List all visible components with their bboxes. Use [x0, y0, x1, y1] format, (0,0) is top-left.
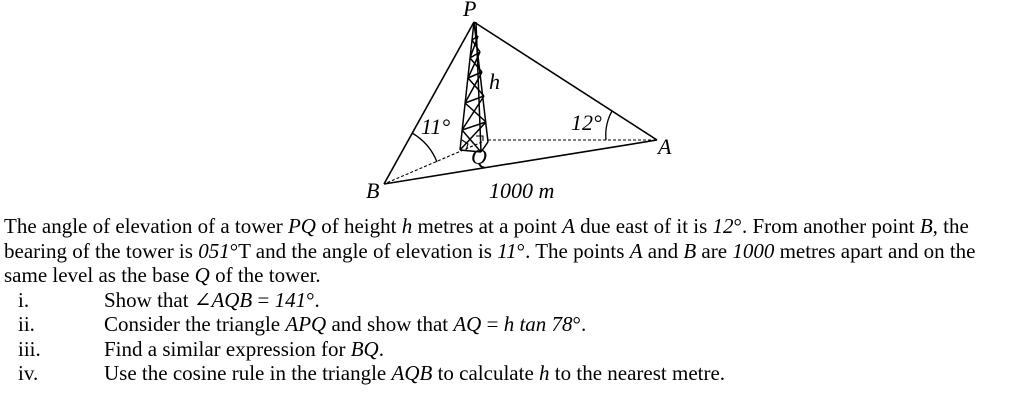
math-var: h — [401, 214, 413, 238]
label-angle-B: 11° — [421, 114, 451, 139]
text-run: Find a similar expression for — [104, 336, 351, 361]
text-run: The angle of elevation of a tower — [4, 214, 288, 238]
text-run: and — [642, 238, 684, 263]
text-run: °. — [306, 287, 320, 312]
text-run: °. — [572, 312, 587, 336]
math-var: AQB — [391, 361, 433, 385]
question-text — [104, 288, 1020, 313]
edge-PA — [474, 22, 657, 140]
label-A: A — [658, 134, 672, 159]
math-var: BQ — [350, 336, 379, 361]
math-var: PQ — [287, 214, 316, 238]
text-run: °. The points — [516, 238, 630, 263]
problem-paragraph — [4, 214, 1020, 288]
label-B: B — [366, 178, 380, 203]
question-number: ii. — [18, 312, 35, 336]
text-run: = — [481, 312, 504, 336]
label-h: h — [489, 69, 500, 94]
text-run: °T and the angle of elevation is — [229, 238, 498, 263]
text-run: due east of it is — [574, 214, 713, 238]
text-run: = — [252, 287, 275, 312]
text-run: metres at a point — [412, 214, 563, 238]
text-run: Use the cosine rule in the triangle — [104, 361, 392, 385]
label-P: P — [463, 0, 477, 21]
math-var: h tan 78 — [503, 312, 573, 336]
math-var: ∠AQB — [193, 287, 253, 312]
math-var: 11 — [497, 238, 517, 263]
text-run: to calculate — [432, 361, 540, 385]
tower-diagram — [0, 0, 1024, 205]
problem-text — [4, 214, 1020, 386]
question-3 — [4, 337, 1020, 362]
text-run: °. From another point — [733, 214, 920, 238]
question-text — [104, 361, 1020, 386]
question-text — [104, 337, 1020, 362]
text-run: , the bearing of the tower is — [4, 214, 969, 263]
text-run: of height — [315, 214, 402, 238]
math-var: A — [562, 214, 575, 238]
text-run: are — [696, 238, 733, 263]
label-Q: Q — [471, 144, 487, 169]
question-1 — [4, 288, 1020, 313]
question-number: i. — [18, 287, 30, 312]
math-var: B — [683, 238, 697, 263]
edge-QB — [384, 142, 482, 184]
math-var: Q — [194, 263, 210, 287]
question-number: iii. — [18, 336, 41, 361]
text-run: Show that — [104, 287, 194, 312]
math-var: 141 — [274, 287, 307, 312]
right-angle-mark — [476, 136, 483, 141]
math-var: 1000 — [732, 238, 775, 263]
math-var: h — [539, 361, 550, 385]
tower — [460, 22, 488, 152]
math-var: APQ — [285, 312, 327, 336]
question-number: iv. — [18, 361, 39, 385]
math-var: B — [919, 214, 933, 238]
edge-PB — [384, 22, 474, 184]
angle-arc-A — [606, 111, 612, 140]
text-run: metres apart and on the same level as the base — [4, 238, 976, 287]
math-var: 12 — [712, 214, 734, 238]
math-var: A — [629, 238, 643, 263]
math-var: 051 — [198, 238, 230, 263]
text-run: . — [378, 336, 384, 361]
label-angle-A: 12° — [571, 110, 602, 135]
question-4 — [4, 361, 1020, 386]
text-run: Consider the triangle — [104, 312, 286, 336]
math-var: AQ — [453, 312, 482, 336]
text-run: to the nearest metre. — [549, 361, 726, 385]
distance-value: 1000 m — [489, 178, 555, 203]
question-2 — [4, 312, 1020, 337]
question-list — [4, 288, 1020, 386]
text-run: of the tower. — [209, 263, 321, 287]
question-text — [104, 312, 1020, 337]
text-run: and show that — [326, 312, 454, 336]
label-distance-BA — [489, 178, 554, 203]
